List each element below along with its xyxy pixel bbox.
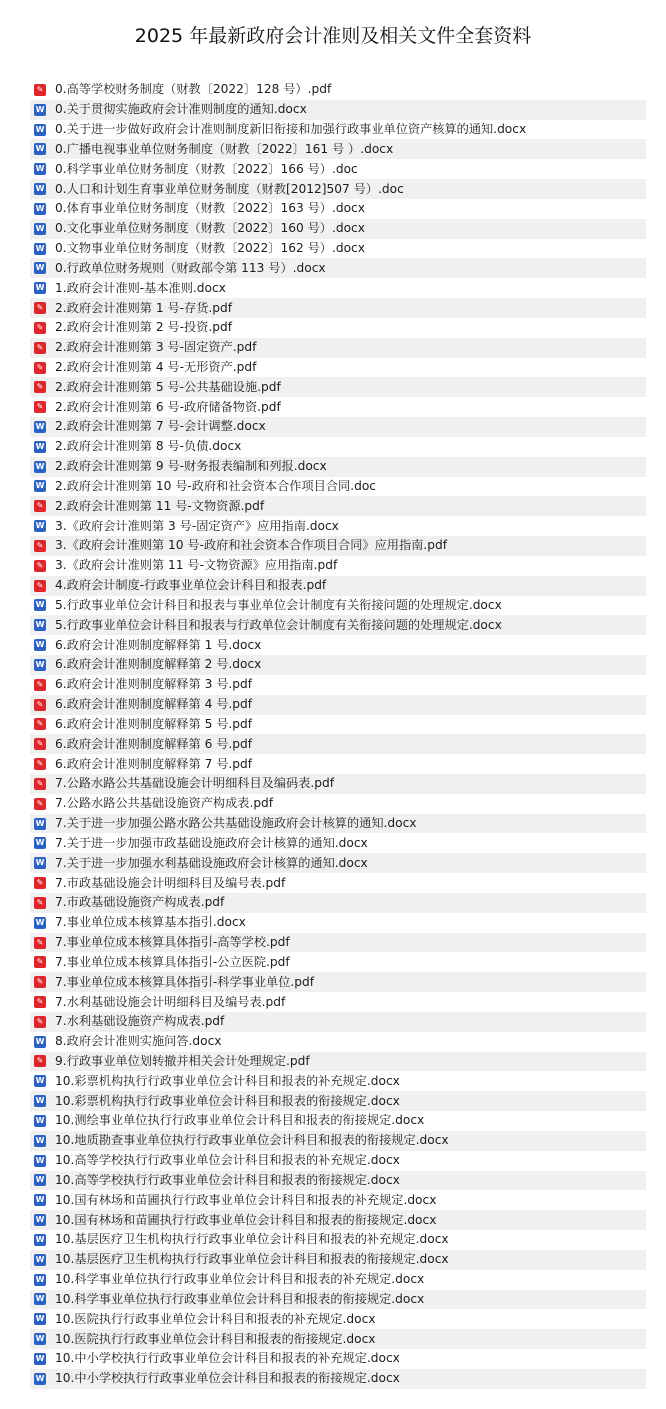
- file-name: 10.彩票机构执行行政事业单位会计科目和报表的衔接规定.docx: [55, 1093, 400, 1108]
- file-name: 2.政府会计准则第 1 号-存货.pdf: [55, 300, 233, 315]
- file-row[interactable]: [30, 1290, 646, 1310]
- word-document-icon: W: [35, 481, 45, 491]
- file-row[interactable]: [30, 397, 646, 417]
- file-row[interactable]: [30, 774, 646, 794]
- file-name: 0.科学事业单位财务制度（财教〔2022〕166 号）.doc: [55, 161, 358, 176]
- file-name: 10.医院执行行政事业单位会计科目和报表的补充规定.docx: [55, 1311, 376, 1326]
- file-name: 7.市政基础设施资产构成表.pdf: [55, 895, 225, 910]
- word-document-icon: W: [35, 640, 45, 650]
- file-name: 0.文化事业单位财务制度（财教〔2022〕160 号）.docx: [55, 221, 365, 236]
- file-name: 9.行政事业单位划转撤并相关会计处理规定.pdf: [55, 1053, 310, 1068]
- word-document-icon: W: [35, 124, 45, 134]
- file-row[interactable]: [30, 80, 646, 100]
- word-document-icon: W: [35, 184, 45, 194]
- word-document-icon: W: [35, 1036, 45, 1046]
- file-name: 10.医院执行行政事业单位会计科目和报表的衔接规定.docx: [55, 1331, 376, 1346]
- word-document-icon: W: [35, 1115, 45, 1125]
- file-row[interactable]: [30, 179, 646, 199]
- file-name: 0.体育事业单位财务制度（财教〔2022〕163 号）.docx: [55, 201, 365, 216]
- file-row[interactable]: [30, 417, 646, 437]
- word-document-icon: W: [35, 1076, 45, 1086]
- word-document-icon: W: [35, 917, 45, 927]
- pdf-document-icon: ✎: [34, 937, 46, 949]
- file-name: 10.地质勘查事业单位执行行政事业单位会计科目和报表的衔接规定.docx: [55, 1133, 449, 1148]
- file-row[interactable]: [30, 139, 646, 159]
- file-row[interactable]: [30, 873, 646, 893]
- file-row[interactable]: [30, 794, 646, 814]
- file-name: 10.高等学校执行行政事业单位会计科目和报表的衔接规定.docx: [55, 1172, 400, 1187]
- file-row[interactable]: [30, 893, 646, 913]
- file-name: 7.事业单位成本核算具体指引-科学事业单位.pdf: [55, 974, 315, 989]
- file-row[interactable]: [30, 100, 646, 120]
- file-name: 0.文物事业单位财务制度（财教〔2022〕162 号）.docx: [55, 241, 365, 256]
- file-row[interactable]: [30, 338, 646, 358]
- file-row[interactable]: [30, 814, 646, 834]
- word-document-icon: W: [35, 1155, 45, 1165]
- word-document-icon: W: [35, 263, 45, 273]
- file-list: [30, 80, 646, 1389]
- word-document-icon: W: [35, 1096, 45, 1106]
- file-row[interactable]: [30, 437, 646, 457]
- file-name: 2.政府会计准则第 6 号-政府储备物资.pdf: [55, 399, 281, 414]
- file-row[interactable]: [30, 615, 646, 635]
- file-name: 6.政府会计准则制度解释第 3 号.pdf: [55, 677, 253, 692]
- file-row[interactable]: [30, 833, 646, 853]
- file-row[interactable]: [30, 120, 646, 140]
- file-name: 0.广播电视事业单位财务制度（财教〔2022〕161 号 ）.docx: [55, 141, 394, 156]
- file-row[interactable]: [30, 1329, 646, 1349]
- word-document-icon: W: [35, 600, 45, 610]
- file-name: 6.政府会计准则制度解释第 5 号.pdf: [55, 716, 253, 731]
- file-row[interactable]: [30, 853, 646, 873]
- file-name: 7.水利基础设施会计明细科目及编号表.pdf: [55, 994, 286, 1009]
- word-document-icon: W: [35, 283, 45, 293]
- file-name: 2.政府会计准则第 7 号-会计调整.docx: [55, 419, 266, 434]
- file-name: 0.人口和计划生育事业单位财务制度（财教[2012]507 号）.doc: [55, 181, 404, 196]
- file-row[interactable]: [30, 1210, 646, 1230]
- word-document-icon: W: [35, 243, 45, 253]
- file-row[interactable]: [30, 358, 646, 378]
- file-row[interactable]: [30, 972, 646, 992]
- file-row[interactable]: [30, 318, 646, 338]
- file-name: 10.中小学校执行行政事业单位会计科目和报表的衔接规定.docx: [55, 1371, 400, 1386]
- pdf-document-icon: ✎: [34, 877, 46, 889]
- file-name: 10.彩票机构执行行政事业单位会计科目和报表的补充规定.docx: [55, 1073, 400, 1088]
- pdf-document-icon: ✎: [34, 996, 46, 1008]
- pdf-document-icon: ✎: [34, 897, 46, 909]
- file-name: 2.政府会计准则第 8 号-负债.docx: [55, 439, 242, 454]
- file-row[interactable]: [30, 298, 646, 318]
- file-name: 2.政府会计准则第 3 号-固定资产.pdf: [55, 340, 257, 355]
- pdf-document-icon: ✎: [34, 342, 46, 354]
- file-row[interactable]: [30, 734, 646, 754]
- file-name: 10.测绘事业单位执行行政事业单位会计科目和报表的衔接规定.docx: [55, 1113, 425, 1128]
- file-row[interactable]: [30, 1309, 646, 1329]
- word-document-icon: W: [35, 838, 45, 848]
- word-document-icon: W: [35, 1254, 45, 1264]
- pdf-document-icon: ✎: [34, 84, 46, 96]
- file-name: 2.政府会计准则第 5 号-公共基础设施.pdf: [55, 379, 281, 394]
- file-name: 7.公路水路公共基础设施资产构成表.pdf: [55, 796, 274, 811]
- pdf-document-icon: ✎: [34, 401, 46, 413]
- file-row[interactable]: [30, 715, 646, 735]
- pdf-document-icon: ✎: [34, 738, 46, 750]
- file-name: 10.中小学校执行行政事业单位会计科目和报表的补充规定.docx: [55, 1351, 400, 1366]
- file-name: 7.市政基础设施会计明细科目及编号表.pdf: [55, 875, 286, 890]
- pdf-document-icon: ✎: [34, 580, 46, 592]
- file-row[interactable]: [30, 576, 646, 596]
- word-document-icon: W: [35, 144, 45, 154]
- pdf-document-icon: ✎: [34, 699, 46, 711]
- word-document-icon: W: [35, 1195, 45, 1205]
- file-row[interactable]: [30, 913, 646, 933]
- file-row[interactable]: [30, 199, 646, 219]
- file-row[interactable]: [30, 278, 646, 298]
- pdf-document-icon: ✎: [34, 956, 46, 968]
- file-name: 8.政府会计准则实施问答.docx: [55, 1034, 222, 1049]
- file-name: 6.政府会计准则制度解释第 2 号.docx: [55, 657, 262, 672]
- file-row[interactable]: [30, 952, 646, 972]
- pdf-document-icon: ✎: [34, 1055, 46, 1067]
- word-document-icon: W: [35, 1353, 45, 1363]
- file-row[interactable]: [30, 1091, 646, 1111]
- file-row[interactable]: [30, 1190, 646, 1210]
- file-name: 4.政府会计制度-行政事业单位会计科目和报表.pdf: [55, 578, 327, 593]
- file-name: 6.政府会计准则制度解释第 7 号.pdf: [55, 756, 253, 771]
- file-row[interactable]: [30, 1250, 646, 1270]
- pdf-document-icon: ✎: [34, 362, 46, 374]
- file-row[interactable]: [30, 655, 646, 675]
- file-name: 1.政府会计准则-基本准则.docx: [55, 280, 226, 295]
- file-row[interactable]: [30, 1349, 646, 1369]
- file-row[interactable]: [30, 1071, 646, 1091]
- file-row[interactable]: [30, 754, 646, 774]
- pdf-document-icon: ✎: [34, 798, 46, 810]
- file-name: 0.关于进一步做好政府会计准则制度新旧衔接和加强行政事业单位资产核算的通知.docx: [55, 122, 527, 137]
- file-row[interactable]: [30, 219, 646, 239]
- word-document-icon: W: [35, 203, 45, 213]
- file-row[interactable]: [30, 1171, 646, 1191]
- word-document-icon: W: [35, 1215, 45, 1225]
- word-document-icon: W: [35, 164, 45, 174]
- word-document-icon: W: [35, 1334, 45, 1344]
- pdf-document-icon: ✎: [34, 322, 46, 334]
- file-row[interactable]: [30, 457, 646, 477]
- word-document-icon: W: [35, 1234, 45, 1244]
- word-document-icon: W: [35, 659, 45, 669]
- file-row[interactable]: [30, 477, 646, 497]
- file-name: 7.水利基础设施资产构成表.pdf: [55, 1014, 225, 1029]
- file-row[interactable]: [30, 258, 646, 278]
- file-row[interactable]: [30, 1230, 646, 1250]
- file-name: 0.关于贯彻实施政府会计准则制度的通知.docx: [55, 102, 307, 117]
- pdf-document-icon: ✎: [34, 540, 46, 552]
- file-row[interactable]: [30, 1369, 646, 1389]
- file-name: 3.《政府会计准则第 10 号-政府和社会资本合作项目合同》应用指南.pdf: [55, 538, 447, 553]
- word-document-icon: W: [35, 620, 45, 630]
- file-row[interactable]: [30, 1270, 646, 1290]
- word-document-icon: W: [35, 818, 45, 828]
- file-name: 2.政府会计准则第 9 号-财务报表编制和列报.docx: [55, 459, 327, 474]
- file-row[interactable]: [30, 556, 646, 576]
- file-row[interactable]: [30, 1111, 646, 1131]
- file-name: 10.基层医疗卫生机构执行行政事业单位会计科目和报表的补充规定.docx: [55, 1232, 449, 1247]
- file-name: 2.政府会计准则第 11 号-文物资源.pdf: [55, 498, 265, 513]
- file-row[interactable]: [30, 695, 646, 715]
- word-document-icon: W: [35, 1274, 45, 1284]
- file-name: 7.关于进一步加强水利基础设施政府会计核算的通知.docx: [55, 855, 368, 870]
- file-row[interactable]: [30, 239, 646, 259]
- file-row[interactable]: [30, 933, 646, 953]
- pdf-document-icon: ✎: [34, 302, 46, 314]
- file-row[interactable]: [30, 496, 646, 516]
- file-name: 10.国有林场和苗圃执行行政事业单位会计科目和报表的补充规定.docx: [55, 1192, 437, 1207]
- pdf-document-icon: ✎: [34, 381, 46, 393]
- file-name: 5.行政事业单位会计科目和报表与行政单位会计制度有关衔接问题的处理规定.docx: [55, 617, 502, 632]
- file-name: 6.政府会计准则制度解释第 1 号.docx: [55, 637, 262, 652]
- file-name: 0.行政单位财务规则（财政部令第 113 号）.docx: [55, 260, 326, 275]
- pdf-document-icon: ✎: [34, 560, 46, 572]
- pdf-document-icon: ✎: [34, 500, 46, 512]
- file-row[interactable]: [30, 1052, 646, 1072]
- file-row[interactable]: [30, 596, 646, 616]
- word-document-icon: W: [35, 1294, 45, 1304]
- file-name: 10.科学事业单位执行行政事业单位会计科目和报表的衔接规定.docx: [55, 1291, 425, 1306]
- file-name: 0.高等学校财务制度（财教〔2022〕128 号）.pdf: [55, 82, 332, 97]
- word-document-icon: W: [35, 1373, 45, 1383]
- word-document-icon: W: [35, 461, 45, 471]
- file-name: 7.事业单位成本核算具体指引-高等学校.pdf: [55, 935, 290, 950]
- file-row[interactable]: [30, 1012, 646, 1032]
- file-row[interactable]: [30, 675, 646, 695]
- file-name: 10.国有林场和苗圃执行行政事业单位会计科目和报表的衔接规定.docx: [55, 1212, 437, 1227]
- file-row[interactable]: [30, 1151, 646, 1171]
- pdf-document-icon: ✎: [34, 679, 46, 691]
- pdf-document-icon: ✎: [34, 976, 46, 988]
- file-row[interactable]: [30, 992, 646, 1012]
- file-row[interactable]: [30, 635, 646, 655]
- file-name: 2.政府会计准则第 2 号-投资.pdf: [55, 320, 233, 335]
- file-name: 3.《政府会计准则第 11 号-文物资源》应用指南.pdf: [55, 558, 338, 573]
- file-name: 6.政府会计准则制度解释第 4 号.pdf: [55, 697, 253, 712]
- file-row[interactable]: [30, 536, 646, 556]
- word-document-icon: W: [35, 421, 45, 431]
- word-document-icon: W: [35, 521, 45, 531]
- file-name: 2.政府会计准则第 10 号-政府和社会资本合作项目合同.doc: [55, 478, 376, 493]
- pdf-document-icon: ✎: [34, 1016, 46, 1028]
- file-name: 7.事业单位成本核算具体指引-公立医院.pdf: [55, 954, 290, 969]
- pdf-document-icon: ✎: [34, 758, 46, 770]
- word-document-icon: W: [35, 1314, 45, 1324]
- file-name: 7.公路水路公共基础设施会计明细科目及编码表.pdf: [55, 776, 335, 791]
- file-row[interactable]: [30, 1032, 646, 1052]
- word-document-icon: W: [35, 104, 45, 114]
- file-row[interactable]: [30, 1131, 646, 1151]
- file-name: 3.《政府会计准则第 3 号-固定资产》应用指南.docx: [55, 518, 339, 533]
- file-row[interactable]: [30, 516, 646, 536]
- word-document-icon: W: [35, 1135, 45, 1145]
- file-name: 7.事业单位成本核算基本指引.docx: [55, 915, 246, 930]
- word-document-icon: W: [35, 858, 45, 868]
- file-name: 6.政府会计准则制度解释第 6 号.pdf: [55, 736, 253, 751]
- pdf-document-icon: ✎: [34, 778, 46, 790]
- word-document-icon: W: [35, 441, 45, 451]
- file-name: 7.关于进一步加强市政基础设施政府会计核算的通知.docx: [55, 835, 368, 850]
- word-document-icon: W: [35, 1175, 45, 1185]
- word-document-icon: W: [35, 223, 45, 233]
- file-name: 10.科学事业单位执行行政事业单位会计科目和报表的补充规定.docx: [55, 1272, 425, 1287]
- file-name: 10.基层医疗卫生机构执行行政事业单位会计科目和报表的衔接规定.docx: [55, 1252, 449, 1267]
- file-name: 10.高等学校执行行政事业单位会计科目和报表的补充规定.docx: [55, 1153, 400, 1168]
- pdf-document-icon: ✎: [34, 718, 46, 730]
- page-title: 2025 年最新政府会计准则及相关文件全套资料: [134, 25, 532, 47]
- file-name: 7.关于进一步加强公路水路公共基础设施政府会计核算的通知.docx: [55, 816, 417, 831]
- file-row[interactable]: [30, 377, 646, 397]
- file-row[interactable]: [30, 159, 646, 179]
- file-name: 5.行政事业单位会计科目和报表与事业单位会计制度有关衔接问题的处理规定.docx: [55, 597, 502, 612]
- file-name: 2.政府会计准则第 4 号-无形资产.pdf: [55, 360, 257, 374]
